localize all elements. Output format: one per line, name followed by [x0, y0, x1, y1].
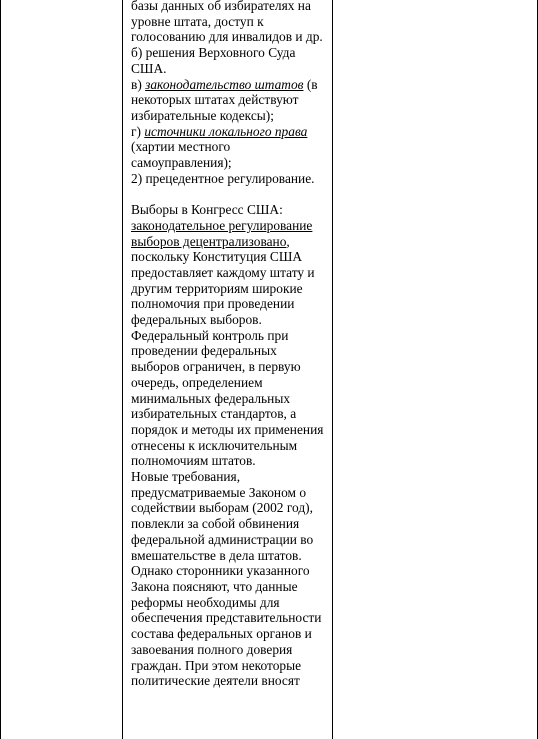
item-v-prefix: в)	[131, 76, 146, 92]
item-v-rest: (в некоторых штатах действуют избирательные кодексы);	[131, 76, 318, 123]
table-column-divider-right	[332, 0, 333, 739]
congress-rest: , поскольку Конституция США предоставляет каждому штату и другим территориям широкие полномочия при проведении федеральных выборов.	[131, 233, 315, 328]
table-cell-content	[131, 0, 327, 689]
item-b: б) решения Верховного Суда США.	[131, 45, 296, 76]
federal-control-paragraph: Федеральный контроль при проведении федеральных выборов ограничен, в первую очередь, определением минимальных федеральных избирательных стандартов, а порядок и методы их применения отнесены к исключительным полномочиям штатов.	[131, 327, 324, 469]
congress-underlined: законодательное регулирование выборов децентрализовано	[131, 217, 313, 249]
item-g-underlined: источники локального права	[144, 123, 308, 139]
item-g-prefix: г)	[131, 123, 145, 139]
table-border-left	[0, 0, 1, 739]
paragraph-gap	[131, 186, 327, 202]
item-2: 2) прецедентное регулирование.	[131, 170, 315, 186]
congress-intro: Выборы в Конгресс США:	[131, 202, 283, 218]
table-column-divider-left	[122, 0, 123, 739]
item-v-underlined: законодательство штатов	[145, 76, 304, 92]
supporters-paragraph: Однако сторонники указанного Закона поясняют, что данные реформы необходимы для обеспечения представительности состава федеральных органов и завоевания полного доверия граждан. При этом некоторые политические деятели вносят	[131, 563, 322, 689]
item-g-rest: (хартии местного самоуправления);	[131, 139, 232, 171]
congress-paragraph	[131, 218, 327, 328]
item-a-continuation: базы данных об избирателях на уровне штата, доступ к голосованию для инвалидов и др.	[131, 0, 323, 45]
item-g	[131, 124, 327, 171]
item-v	[131, 77, 327, 124]
new-requirements-paragraph: Новые требования, предусматриваемые Законом о содействии выборам (2002 год), повлекли за собой обвинения федеральной администрации во вмешательстве в дела штатов.	[131, 469, 314, 563]
